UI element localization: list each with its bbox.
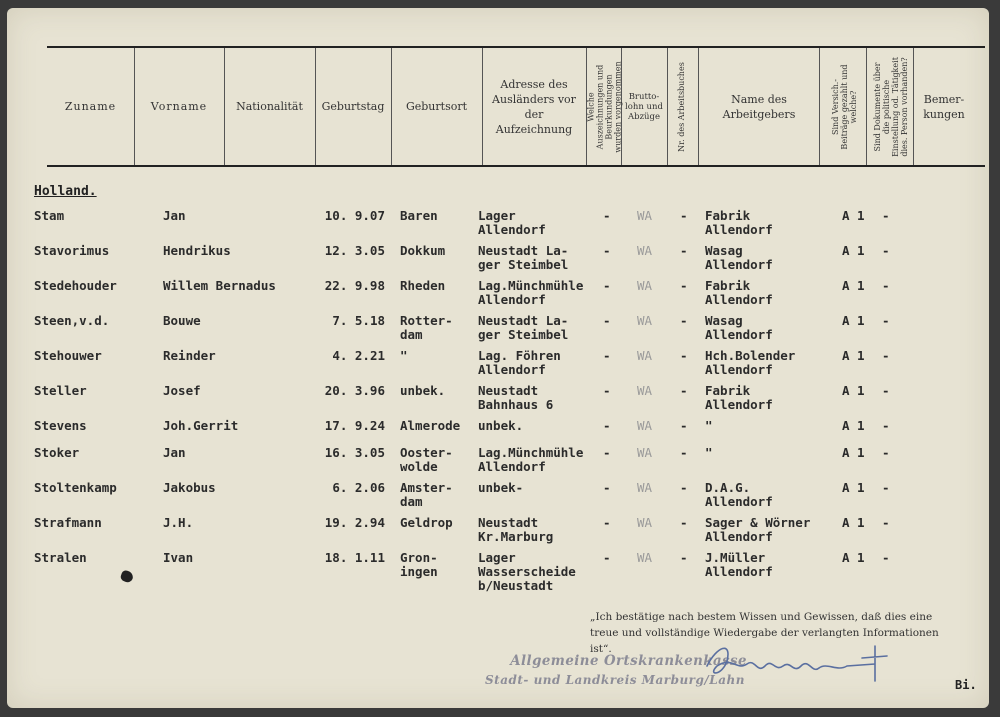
cell-geburtsort: Baren	[400, 208, 438, 223]
cell-arbeitgeber: J.Müller Allendorf	[705, 550, 773, 579]
col-divider	[913, 48, 914, 165]
cell-ausz: -	[603, 243, 611, 258]
cell-brutto: WA	[637, 383, 653, 398]
cell-adresse: Lag.Münchmühle Allendorf	[478, 278, 584, 307]
cell-dokumente: -	[882, 313, 890, 328]
cell-vorname: Willem Bernadus	[163, 278, 276, 293]
cell-adresse: Lag. Föhren Allendorf	[478, 348, 561, 377]
cell-geburtsort: Rheden	[400, 278, 446, 293]
cell-adresse: unbek.	[478, 418, 524, 433]
cell-zuname: Steen,v.d.	[34, 313, 110, 328]
registration-card	[7, 8, 989, 708]
cell-geburtsort: Ooster- wolde	[400, 445, 453, 474]
cell-adresse: Lag.Münchmühle Allendorf	[478, 445, 584, 474]
cell-geburtstag: 17. 9.24	[324, 418, 385, 433]
ink-blot	[119, 569, 134, 583]
cell-zuname: Stoker	[34, 445, 80, 460]
cell-ausz: -	[603, 313, 611, 328]
header-arbeitsbuch: Nr. des Arbeitsbuches	[677, 62, 686, 152]
section-title: Holland.	[34, 184, 97, 199]
cell-zuname: Stralen	[34, 550, 87, 565]
cell-versich: A 1	[842, 445, 865, 460]
signature	[697, 636, 897, 686]
cell-geburtstag: 7. 5.18	[332, 313, 385, 328]
cell-versich: A 1	[842, 348, 865, 363]
cell-ausz: -	[603, 418, 611, 433]
col-divider	[819, 48, 820, 165]
cell-ausz: -	[603, 550, 611, 565]
cell-geburtsort: unbek.	[400, 383, 446, 398]
cell-geburtsort: Dokkum	[400, 243, 446, 258]
cell-versich: A 1	[842, 480, 865, 495]
cell-brutto: WA	[637, 445, 653, 460]
cell-arbeitsbuch: -	[680, 348, 688, 363]
cell-dokumente: -	[882, 550, 890, 565]
cell-ausz: -	[603, 208, 611, 223]
header-vorname: Vorname	[150, 100, 208, 113]
cell-geburtstag: 12. 3.05	[324, 243, 385, 258]
cell-brutto: WA	[637, 278, 653, 293]
cell-geburtstag: 6. 2.06	[332, 480, 385, 495]
cell-vorname: Jan	[163, 208, 186, 223]
header-zuname: Zuname	[64, 100, 117, 113]
header-geburtsort: Geburtsort	[405, 100, 468, 113]
cell-geburtsort: Amster- dam	[400, 480, 453, 509]
header-arbeitgeber: Name des Arbeitgebers	[722, 92, 796, 121]
cell-arbeitsbuch: -	[680, 383, 688, 398]
cell-adresse: unbek-	[478, 480, 524, 495]
cell-versich: A 1	[842, 550, 865, 565]
cell-arbeitgeber: "	[705, 418, 713, 433]
cell-zuname: Stoltenkamp	[34, 480, 117, 495]
cell-adresse: Neustadt La- ger Steimbel	[478, 313, 569, 342]
col-divider	[667, 48, 668, 165]
cell-geburtsort: Geldrop	[400, 515, 453, 530]
cell-arbeitgeber: Fabrik Allendorf	[705, 278, 773, 307]
cell-zuname: Steller	[34, 383, 87, 398]
cell-dokumente: -	[882, 243, 890, 258]
cell-brutto: WA	[637, 208, 653, 223]
cell-geburtstag: 20. 3.96	[324, 383, 385, 398]
cell-ausz: -	[603, 445, 611, 460]
cell-arbeitgeber: D.A.G. Allendorf	[705, 480, 773, 509]
stamp-line-1: Allgemeine Ortskrankenkasse	[510, 653, 747, 669]
cell-vorname: Bouwe	[163, 313, 201, 328]
cell-geburtstag: 16. 3.05	[324, 445, 385, 460]
cell-dokumente: -	[882, 348, 890, 363]
col-divider	[482, 48, 483, 165]
cell-brutto: WA	[637, 515, 653, 530]
initials: Bi.	[955, 678, 977, 692]
cell-geburtsort: "	[400, 348, 408, 363]
cell-geburtsort: Gron- ingen	[400, 550, 438, 579]
header-nationalitaet: Nationalität	[236, 100, 303, 113]
cell-geburtsort: Almerode	[400, 418, 461, 433]
cell-zuname: Stedehouder	[34, 278, 117, 293]
cell-geburtstag: 18. 1.11	[324, 550, 385, 565]
cell-geburtsort: Rotter- dam	[400, 313, 453, 342]
header-geburtstag: Geburtstag	[321, 100, 385, 113]
cell-arbeitgeber: Fabrik Allendorf	[705, 383, 773, 412]
cell-dokumente: -	[882, 515, 890, 530]
cell-versich: A 1	[842, 278, 865, 293]
cell-adresse: Lager Wasserscheide b/Neustadt	[478, 550, 576, 593]
cell-geburtstag: 22. 9.98	[324, 278, 385, 293]
cell-arbeitgeber: "	[705, 445, 713, 460]
cell-brutto: WA	[637, 550, 653, 565]
cell-geburtstag: 10. 9.07	[324, 208, 385, 223]
cell-arbeitgeber: Hch.Bolender Allendorf	[705, 348, 796, 377]
cell-zuname: Stehouwer	[34, 348, 102, 363]
cell-arbeitsbuch: -	[680, 418, 688, 433]
stamp-line-2: Stadt- und Landkreis Marburg/Lahn	[485, 673, 745, 687]
cell-brutto: WA	[637, 418, 653, 433]
cell-dokumente: -	[882, 278, 890, 293]
cell-brutto: WA	[637, 480, 653, 495]
header-brutto: Brutto-lohn und Abzüge	[625, 91, 663, 122]
cell-ausz: -	[603, 278, 611, 293]
header-adresse: Adresse des Ausländers vor der Aufzeichnung	[492, 77, 576, 136]
cell-vorname: Jakobus	[163, 480, 216, 495]
cell-ausz: -	[603, 348, 611, 363]
cell-zuname: Stavorimus	[34, 243, 110, 258]
col-divider	[698, 48, 699, 165]
cell-versich: A 1	[842, 243, 865, 258]
cell-ausz: -	[603, 515, 611, 530]
cell-adresse: Neustadt Kr.Marburg	[478, 515, 554, 544]
cell-vorname: Jan	[163, 445, 186, 460]
cell-adresse: Lager Allendorf	[478, 208, 546, 237]
cell-geburtstag: 19. 2.94	[324, 515, 385, 530]
cell-arbeitgeber: Fabrik Allendorf	[705, 208, 773, 237]
cell-dokumente: -	[882, 445, 890, 460]
cell-arbeitsbuch: -	[680, 243, 688, 258]
cell-arbeitgeber: Wasag Allendorf	[705, 243, 773, 272]
cell-zuname: Strafmann	[34, 515, 102, 530]
cell-versich: A 1	[842, 313, 865, 328]
cell-versich: A 1	[842, 383, 865, 398]
cell-vorname: Josef	[163, 383, 201, 398]
cell-dokumente: -	[882, 208, 890, 223]
cell-arbeitsbuch: -	[680, 445, 688, 460]
cell-versich: A 1	[842, 515, 865, 530]
cell-brutto: WA	[637, 313, 653, 328]
cell-arbeitsbuch: -	[680, 515, 688, 530]
cell-arbeitsbuch: -	[680, 208, 688, 223]
cell-arbeitsbuch: -	[680, 313, 688, 328]
cell-versich: A 1	[842, 208, 865, 223]
cell-vorname: Hendrikus	[163, 243, 231, 258]
cell-arbeitgeber: Wasag Allendorf	[705, 313, 773, 342]
header-auszeichnungen: Welche Auszeichnungen und Beurkundungen wurden vorgenommen	[586, 61, 623, 153]
header-bemerkungen: Bemer-kungen	[923, 92, 965, 121]
cell-versich: A 1	[842, 418, 865, 433]
cell-vorname: J.H.	[163, 515, 194, 530]
cell-arbeitsbuch: -	[680, 278, 688, 293]
cell-vorname: Reinder	[163, 348, 216, 363]
cell-zuname: Stam	[34, 208, 65, 223]
cell-geburtstag: 4. 2.21	[332, 348, 385, 363]
cell-dokumente: -	[882, 418, 890, 433]
cell-ausz: -	[603, 480, 611, 495]
col-divider	[866, 48, 867, 165]
cell-adresse: Neustadt Bahnhaus 6	[478, 383, 554, 412]
cell-arbeitgeber: Sager & Wörner Allendorf	[705, 515, 811, 544]
header-versicherung: Sind Versich.-Beiträge gezahlt und welche?	[831, 64, 858, 150]
cell-dokumente: -	[882, 480, 890, 495]
confirmation-text: „Ich bestätige nach bestem Wissen und Gewissen, daß dies eine treue und vollständige Wiedergabe der verlangten Informationen ist“.	[590, 611, 939, 655]
cell-dokumente: -	[882, 383, 890, 398]
cell-zuname: Stevens	[34, 418, 87, 433]
cell-brutto: WA	[637, 243, 653, 258]
cell-vorname: Ivan	[163, 550, 194, 565]
cell-arbeitsbuch: -	[680, 550, 688, 565]
header-dokumente: Sind Dokumente über die politische Einstellung od. Tätigkeit dies. Person vorhanden?	[873, 57, 909, 157]
cell-brutto: WA	[637, 348, 653, 363]
cell-adresse: Neustadt La- ger Steimbel	[478, 243, 569, 272]
cell-arbeitsbuch: -	[680, 480, 688, 495]
cell-ausz: -	[603, 383, 611, 398]
header-bottom-rule	[47, 165, 985, 167]
cell-vorname: Joh.Gerrit	[163, 418, 239, 433]
